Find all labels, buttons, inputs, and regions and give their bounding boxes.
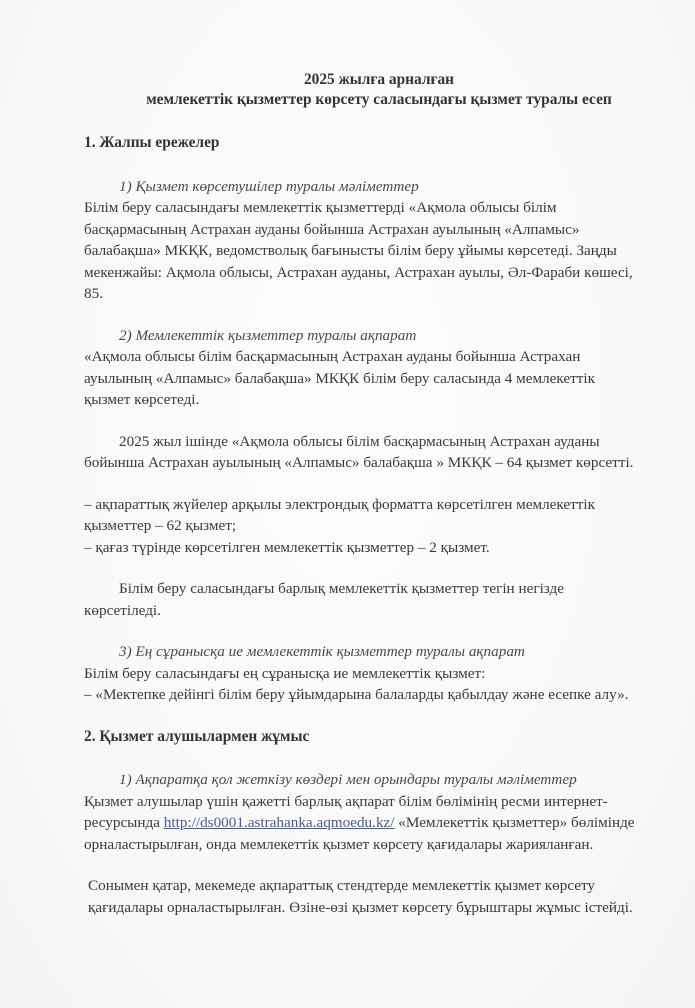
year-services-text: 2025 жыл ішінде «Ақмола облысы білім басқармасының Астрахан ауданы бойынша Астрахан ауылының «Алпамыс» балабақша » МКҚК – 64 қызмет көрсетті. <box>84 432 634 471</box>
section-1-sub-1-heading: 1) Қызмет көрсетушілер туралы мәліметтер <box>119 177 419 195</box>
website-link[interactable]: http://ds0001.astrahanka.aqmoedu.kz/ <box>163 814 395 831</box>
section-1-sub-1-text: Білім беру саласындағы мемлекеттік қызметтерді «Ақмола облысы білім басқармасының Астрахан ауданы бойынша Астрахан ауылының «Алпамыс» балабақша» МКҚК, ведомстволық бағынысты білім беру ұйымы көрсетеді. Заңды мекенжайы: Ақмола облысы, Астрахан ауданы, Астрахан ауылы, Әл-Фараби көшесі, 85. <box>84 199 633 302</box>
section-2-sub-1-text <box>84 791 644 856</box>
section-1-sub-3-text: Білім беру саласындағы ең сұранысқа ие мемлекеттік қызмет: <box>84 664 486 682</box>
section-1-sub-2-text: «Ақмола облысы білім басқармасының Астрахан ауданы бойынша Астрахан ауылының «Алпамыс» балабақша» МКҚК білім беру саласында 4 мемлекеттік қызмет көрсетеді. <box>84 348 595 408</box>
paper-services-bullet: – қағаз түрінде көрсетілген мемлекеттік қызметтер – 2 қызмет. <box>84 538 490 556</box>
popular-service-bullet: – «Мектепке дейінгі білім беру ұйымдарына балаларды қабылдау және есепке алу». <box>84 686 629 703</box>
title-line-2: мемлекеттік қызметтер көрсету саласындағы қызмет туралы есеп <box>146 91 612 108</box>
text-after-link: «Мемлекеттік қызметтер» бөлімінде орналастырылған, онда мемлекеттік қызмет көрсету қағидалары жарияланған. <box>84 814 635 853</box>
free-services-text: Білім беру саласындағы барлық мемлекеттік қызметтер тегін негізде көрсетіледі. <box>84 580 564 619</box>
document-body <box>84 70 644 918</box>
section-2-sub-1-heading: 1) Ақпаратқа қол жеткізу көздері мен орындары туралы мәліметтер <box>119 771 577 788</box>
section-2-heading: 2. Қызмет алушылармен жұмыс <box>84 727 310 745</box>
text-before-link: Қызмет алушылар үшін қажетті барлық ақпарат білім бөлімінің ресми интернет-ресурсында <box>84 792 608 831</box>
electronic-services-bullet: – ақпараттық жүйелер арқылы электрондық форматта көрсетілген мемлекеттік қызметтер – 62 қызмет; <box>84 495 596 534</box>
document-title <box>114 70 644 110</box>
section-1-heading: 1. Жалпы ережелер <box>84 134 220 151</box>
section-1-sub-3-heading: 3) Ең сұранысқа ие мемлекеттік қызметтер туралы ақпарат <box>119 643 525 660</box>
section-1-sub-2-heading: 2) Мемлекеттік қызметтер туралы ақпарат <box>119 326 417 344</box>
title-line-1: 2025 жылға арналған <box>303 71 455 88</box>
info-stands-text: Сонымен қатар, мекемеде ақпараттық стендтерде мемлекеттік қызмет көрсету қағидалары орналастырылған. Өзіне-өзі қызмет көрсету бұрыштары жұмыс істейді. <box>88 877 633 916</box>
